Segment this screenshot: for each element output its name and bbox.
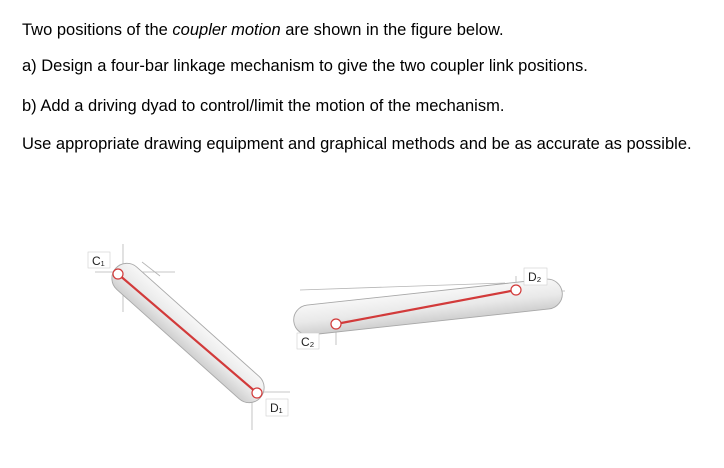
coupler-link-position-2	[292, 278, 564, 337]
intro-text-after: are shown in the figure below.	[280, 21, 504, 39]
label-d2: D₂	[528, 270, 542, 284]
coupler-link-position-1	[106, 257, 271, 409]
intro-emphasis: coupler motion	[172, 21, 281, 39]
joint-d2	[511, 285, 521, 295]
instructions-text: Use appropriate drawing equipment and graphical methods and be as accurate as possible.	[22, 135, 692, 153]
label-c2: C₂	[301, 335, 315, 349]
part-a-text: a) Design a four-bar linkage mechanism to give the two coupler link positions.	[22, 57, 588, 75]
part-b-text: b) Add a driving dyad to control/limit the motion of the mechanism.	[22, 97, 505, 115]
intro-text-before: Two positions of the	[22, 21, 173, 39]
joint-c2	[331, 319, 341, 329]
label-c1: C₁	[92, 254, 105, 268]
coupler-line-c1-d1	[118, 274, 257, 393]
construction-lines	[95, 244, 565, 430]
label-d1: D₁	[270, 401, 283, 415]
joint-c1	[113, 269, 123, 279]
joint-d1	[252, 388, 262, 398]
